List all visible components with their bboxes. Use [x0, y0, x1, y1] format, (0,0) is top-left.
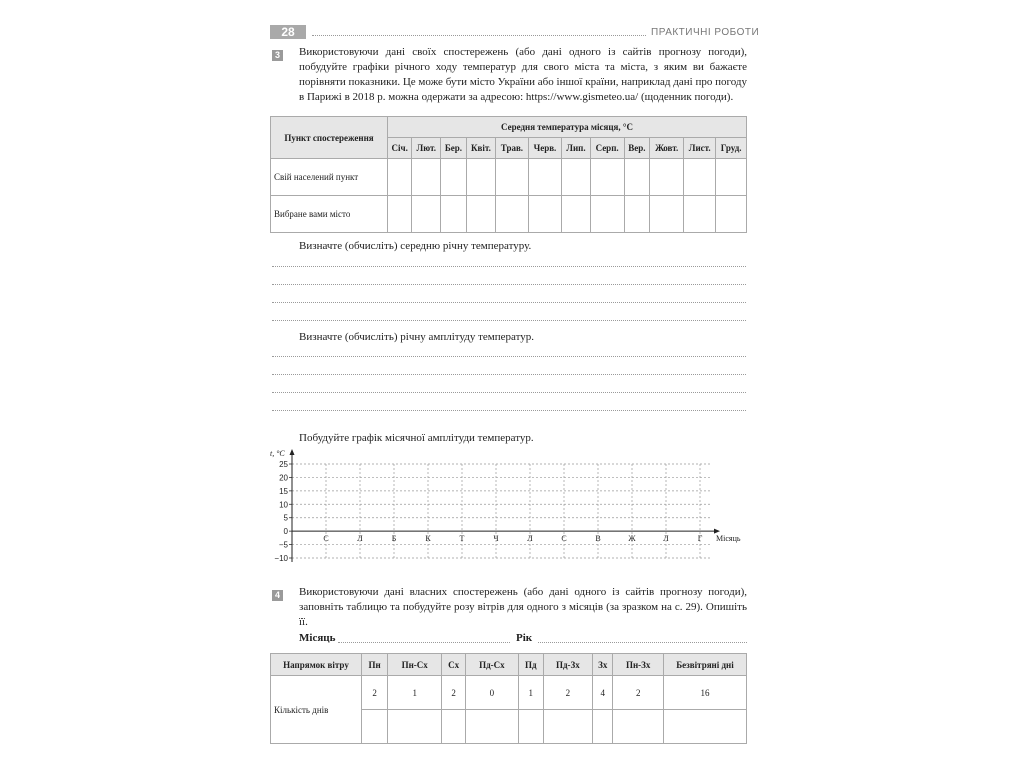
- answer-line[interactable]: [272, 284, 746, 285]
- x-tick-label: К: [425, 534, 431, 544]
- temperature-amplitude-chart: [262, 446, 762, 568]
- wind-value: 1: [518, 676, 543, 710]
- month-header: Лют.: [412, 138, 441, 159]
- table-cell[interactable]: [441, 196, 467, 233]
- task3-text: Використовуючи дані своїх спостережень (або дані одного із сайтів прогнозу погоди), побудуйте графіки річного ходу температур для свого міста та міста, з яким ви бажаєте порівняти показники. Це може бути місто України або іншої країни, наприклад дані про погоду в Парижі в 2018 р. можна одержати за адресою: https://www.gismeteo.ua/ (щоденник погоди).: [299, 46, 747, 103]
- table-cell[interactable]: [442, 710, 466, 744]
- month-header: Квіт.: [466, 138, 495, 159]
- table-cell[interactable]: [388, 159, 412, 196]
- table-cell[interactable]: [466, 196, 495, 233]
- table-cell[interactable]: [590, 159, 624, 196]
- x-tick-label: С: [561, 534, 567, 544]
- direction-header: Сх: [442, 654, 466, 676]
- x-tick-label: Б: [391, 534, 397, 544]
- wind-value: 4: [593, 676, 613, 710]
- x-tick-label: Л: [357, 534, 363, 544]
- row-label: Вибране вами місто: [271, 196, 388, 233]
- table-cell[interactable]: [543, 710, 592, 744]
- answer-line[interactable]: [272, 374, 746, 375]
- task4-text: Використовуючи дані власних спостережень (або дані одного із сайтів прогнозу погоди), заповніть таблицю та побудуйте розу вітрів для одного з місяців (за зразком на с. 29). Опишіть її.: [299, 586, 747, 628]
- x-tick-label: Г: [697, 534, 703, 544]
- table-cell[interactable]: [466, 710, 519, 744]
- direction-header: Безвітряні дні: [664, 654, 747, 676]
- month-header: Серп.: [590, 138, 624, 159]
- section-title: ПРАКТИЧНІ РОБОТИ: [651, 27, 760, 38]
- answer-line[interactable]: [272, 392, 746, 393]
- table-cell[interactable]: [590, 196, 624, 233]
- table-cell[interactable]: [518, 710, 543, 744]
- month-header: Бер.: [441, 138, 467, 159]
- year-field[interactable]: [538, 642, 747, 643]
- y-tick-label: −10: [274, 554, 288, 563]
- table-cell[interactable]: [650, 196, 684, 233]
- table-cell[interactable]: [466, 159, 495, 196]
- table-cell[interactable]: [684, 196, 716, 233]
- table-row: [271, 196, 747, 233]
- row-label: Кількість днів: [271, 676, 362, 744]
- month-header: Лип.: [562, 138, 591, 159]
- direction-header: Пн: [362, 654, 388, 676]
- table-cell[interactable]: [716, 159, 747, 196]
- wind-value: 2: [362, 676, 388, 710]
- month-label: Місяць: [299, 632, 336, 644]
- x-tick-label: В: [595, 534, 601, 544]
- col-header-station: Пункт спостереження: [271, 117, 388, 159]
- task-number-badge: 3: [272, 50, 283, 61]
- table-cell[interactable]: [650, 159, 684, 196]
- month-field[interactable]: [338, 642, 510, 643]
- task-number-badge: 4: [272, 590, 283, 601]
- table-cell[interactable]: [388, 710, 442, 744]
- table-cell[interactable]: [624, 196, 650, 233]
- direction-header: Пн-Сх: [388, 654, 442, 676]
- wind-value: 0: [466, 676, 519, 710]
- month-header: Трав.: [496, 138, 529, 159]
- direction-header: Пд-Зх: [543, 654, 592, 676]
- direction-header: Пд: [518, 654, 543, 676]
- table-cell[interactable]: [362, 710, 388, 744]
- x-tick-label: Л: [663, 534, 669, 544]
- x-tick-label: Ж: [628, 534, 636, 544]
- month-header: Груд.: [716, 138, 747, 159]
- year-label: Рік: [516, 632, 533, 644]
- header-divider: [312, 35, 646, 36]
- table-cell[interactable]: [496, 159, 529, 196]
- y-axis-arrow: [290, 449, 295, 455]
- y-tick-label: −5: [278, 540, 288, 550]
- answer-line[interactable]: [272, 266, 746, 267]
- answer-line[interactable]: [272, 302, 746, 303]
- row-label: Свій населений пункт: [271, 159, 388, 196]
- wind-header-label: Напрямок вітру: [271, 654, 362, 676]
- table-cell[interactable]: [716, 196, 747, 233]
- table-cell[interactable]: [664, 710, 747, 744]
- wind-value: 2: [613, 676, 664, 710]
- table-cell[interactable]: [562, 196, 591, 233]
- month-header: Черв.: [528, 138, 561, 159]
- wind-value: 16: [664, 676, 747, 710]
- y-tick-label: 15: [279, 486, 288, 496]
- month-header: Вер.: [624, 138, 650, 159]
- table-row: [271, 159, 747, 196]
- table-cell[interactable]: [593, 710, 613, 744]
- group-header-temp: Середня температура місяця, °С: [388, 117, 747, 138]
- table-cell[interactable]: [412, 159, 441, 196]
- table-cell[interactable]: [388, 196, 412, 233]
- wind-table: [270, 653, 747, 744]
- table-cell[interactable]: [496, 196, 529, 233]
- question-monthly-amplitude-chart: Побудуйте графік місячної амплітуди температур.: [299, 432, 534, 444]
- x-axis-label: Місяць: [716, 534, 741, 544]
- wind-value: 2: [543, 676, 592, 710]
- y-tick-label: 20: [279, 473, 288, 483]
- y-tick-label: 0: [283, 527, 288, 537]
- y-tick-label: 10: [279, 500, 288, 510]
- table-cell[interactable]: [441, 159, 467, 196]
- wind-value: 1: [388, 676, 442, 710]
- direction-header: Зх: [593, 654, 613, 676]
- table-cell[interactable]: [528, 159, 561, 196]
- y-tick-label: 25: [279, 460, 288, 469]
- x-tick-label: С: [323, 534, 329, 544]
- x-tick-label: Л: [527, 534, 533, 544]
- month-header: Січ.: [388, 138, 412, 159]
- wind-value: 2: [442, 676, 466, 710]
- y-axis-label: t, °C: [270, 449, 285, 458]
- table-cell[interactable]: [684, 159, 716, 196]
- table-cell[interactable]: [528, 196, 561, 233]
- table-cell[interactable]: [624, 159, 650, 196]
- answer-line[interactable]: [272, 320, 746, 321]
- x-tick-label: Т: [459, 534, 465, 544]
- y-tick-label: 5: [283, 513, 288, 523]
- answer-line[interactable]: [272, 356, 746, 357]
- table-cell[interactable]: [562, 159, 591, 196]
- question-mean-temperature: Визначте (обчисліть) середню річну температуру.: [299, 240, 532, 252]
- table-cell[interactable]: [613, 710, 664, 744]
- direction-header: Пн-Зх: [613, 654, 664, 676]
- answer-line[interactable]: [272, 410, 746, 411]
- direction-header: Пд-Сх: [466, 654, 519, 676]
- month-header: Лист.: [684, 138, 716, 159]
- table-cell[interactable]: [412, 196, 441, 233]
- question-annual-amplitude: Визначте (обчисліть) річну амплітуду температур.: [299, 331, 535, 343]
- x-tick-label: Ч: [493, 534, 499, 544]
- x-axis-arrow: [714, 529, 720, 534]
- month-header: Жовт.: [650, 138, 684, 159]
- page-number: 28: [270, 25, 306, 39]
- temperature-table: [270, 116, 747, 233]
